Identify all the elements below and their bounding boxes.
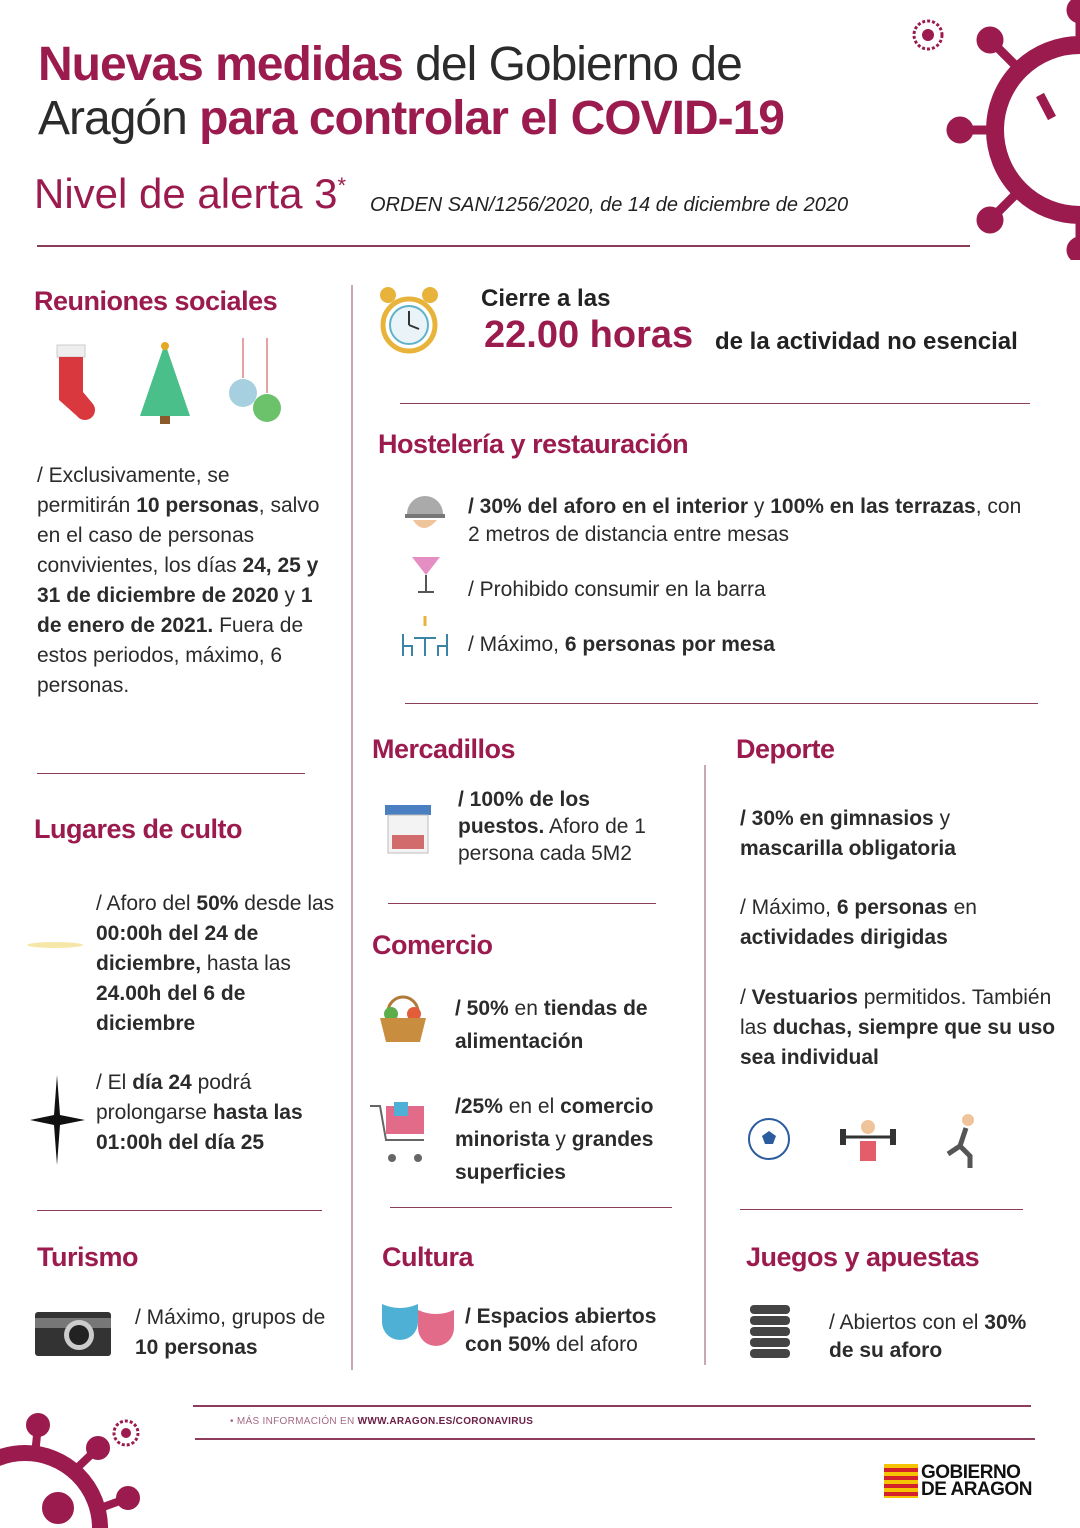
star-icon bbox=[30, 1075, 85, 1165]
text-segment: del aforo bbox=[550, 1333, 638, 1356]
divider bbox=[740, 1209, 1023, 1210]
culto-text-1 bbox=[96, 889, 346, 1039]
logo-line-2: DE ARAGON bbox=[921, 1479, 1032, 1500]
text-segment: / Aforo del bbox=[96, 892, 197, 915]
alarm-clock-icon bbox=[378, 283, 440, 359]
text-segment: en bbox=[947, 896, 977, 919]
emphasis-text: 1 de enero de 2021. bbox=[37, 584, 313, 637]
emphasis-text: Nuevas medidas bbox=[38, 38, 403, 91]
section-title-turismo: Turismo bbox=[37, 1242, 139, 1272]
emphasis-text: día 24 bbox=[132, 1071, 192, 1094]
alert-level bbox=[34, 170, 346, 218]
small-virus-bottom-icon bbox=[108, 1415, 144, 1451]
emphasis-text: 00:00h del 24 de diciembre, bbox=[96, 922, 259, 975]
soccer-ball-icon bbox=[747, 1117, 791, 1161]
cocktail-icon bbox=[410, 553, 442, 595]
text-segment: podrá prolongarse bbox=[96, 1071, 252, 1124]
column-divider bbox=[704, 765, 706, 1365]
text-segment: / El bbox=[96, 1071, 133, 1094]
closing-label: Cierre a las bbox=[481, 285, 611, 312]
food-cloche-icon bbox=[403, 490, 447, 540]
emphasis-text: para controlar el COVID-19 bbox=[199, 92, 784, 145]
deporte-text-3 bbox=[740, 983, 1060, 1073]
text-segment: / Máximo, grupos de bbox=[135, 1306, 326, 1329]
emphasis-text: / 30% en gimnasios bbox=[740, 807, 934, 830]
comercio-text-2 bbox=[455, 1090, 705, 1189]
camera-icon bbox=[35, 1308, 111, 1356]
theater-masks-icon bbox=[380, 1300, 458, 1352]
divider bbox=[37, 773, 305, 774]
deporte-text-1 bbox=[740, 804, 1040, 864]
emphasis-text: mascarilla obligatoria bbox=[740, 837, 956, 860]
section-title-juegos: Juegos y apuestas bbox=[746, 1242, 980, 1272]
emphasis-text: / 100% de los puestos. bbox=[458, 788, 590, 838]
text-segment: hasta las bbox=[201, 952, 291, 975]
section-title-reuniones: Reuniones sociales bbox=[34, 286, 278, 316]
footer-link[interactable]: WWW.ARAGON.ES/CORONAVIRUS bbox=[357, 1416, 534, 1427]
emphasis-text: comercio minorista bbox=[455, 1095, 654, 1151]
section-title-cultura: Cultura bbox=[382, 1242, 473, 1272]
stocking-icon bbox=[45, 340, 100, 425]
candle-light-icon bbox=[25, 920, 85, 970]
text-segment: / Máximo, bbox=[468, 633, 565, 656]
hosteleria-item-3 bbox=[468, 630, 775, 660]
emphasis-text: /25% bbox=[455, 1095, 503, 1118]
emphasis-text: 24.00h del 6 de diciembre bbox=[96, 982, 246, 1035]
section-title-deporte: Deporte bbox=[736, 734, 835, 764]
culto-text-2 bbox=[96, 1068, 336, 1158]
divider bbox=[193, 1405, 1031, 1407]
text-segment: y bbox=[933, 807, 951, 830]
emphasis-text: / 50% bbox=[455, 997, 509, 1020]
emphasis-text: actividades dirigidas bbox=[740, 926, 948, 949]
title-line-2 bbox=[38, 92, 784, 146]
runner-icon bbox=[942, 1112, 982, 1170]
poker-chips-icon bbox=[748, 1303, 792, 1358]
text-segment: en el bbox=[502, 1095, 561, 1118]
emphasis-text: Vestuarios bbox=[751, 986, 858, 1009]
alert-level-text: Nivel de alerta 3 bbox=[34, 170, 338, 217]
divider bbox=[390, 1207, 672, 1208]
text-segment: , salvo en el caso de personas convivientes, los días bbox=[37, 494, 320, 577]
text-segment: y bbox=[278, 584, 301, 607]
emphasis-text: 50% bbox=[196, 892, 239, 915]
emphasis-text: 30% de su aforo bbox=[829, 1311, 1027, 1362]
cultura-text bbox=[465, 1303, 695, 1359]
divider bbox=[405, 703, 1038, 704]
ornaments-icon bbox=[225, 338, 285, 428]
section-title-comercio: Comercio bbox=[372, 930, 493, 960]
deporte-text-2 bbox=[740, 893, 1040, 953]
christmas-tree-icon bbox=[135, 338, 195, 428]
divider bbox=[37, 245, 970, 247]
title-line-1 bbox=[38, 38, 784, 92]
emphasis-text: 6 personas por mesa bbox=[564, 633, 775, 656]
text-segment: , con 2 metros de distancia entre mesas bbox=[468, 495, 1022, 546]
closing-time: 22.00 horas bbox=[484, 314, 694, 356]
divider bbox=[195, 1438, 1035, 1440]
text-segment: en bbox=[508, 997, 544, 1020]
market-stall-icon bbox=[383, 803, 433, 855]
emphasis-text: 24, 25 y 31 de diciembre de 2020 bbox=[37, 554, 319, 607]
footer-info bbox=[230, 1416, 533, 1427]
turismo-text bbox=[135, 1303, 335, 1363]
footer-info-label: • MÁS INFORMACIÓN EN bbox=[230, 1416, 358, 1427]
shopping-cart-icon bbox=[368, 1100, 434, 1166]
hosteleria-item-1 bbox=[468, 493, 1038, 549]
gobierno-aragon-logo bbox=[884, 1464, 1032, 1498]
emphasis-text: 100% en las terrazas bbox=[770, 495, 976, 518]
emphasis-text: duchas, siempre que su uso sea individual bbox=[740, 1016, 1056, 1069]
hosteleria-item-2 bbox=[468, 575, 766, 605]
emphasis-text: tiendas de alimentación bbox=[455, 997, 648, 1053]
column-divider bbox=[351, 285, 353, 1370]
emphasis-text: / Espacios abiertos con 50% bbox=[465, 1305, 657, 1356]
emphasis-text: grandes superficies bbox=[455, 1128, 654, 1184]
text-segment: / Abiertos con el bbox=[829, 1311, 985, 1334]
section-title-mercadillos: Mercadillos bbox=[372, 734, 516, 764]
text-segment: / Exclusivamente, se permitirán bbox=[37, 464, 230, 517]
alert-level-asterisk: * bbox=[337, 173, 347, 198]
logo-line-1: GOBIERNO bbox=[921, 1462, 1021, 1483]
text-segment: del Gobierno de bbox=[402, 38, 742, 91]
text-segment: permitidos. También las bbox=[740, 986, 1052, 1039]
section-title-culto: Lugares de culto bbox=[34, 814, 243, 844]
emphasis-text: 10 personas bbox=[136, 494, 259, 517]
small-virus-icon bbox=[905, 12, 951, 58]
aragon-flag-icon bbox=[884, 1464, 918, 1498]
grocery-basket-icon bbox=[376, 992, 430, 1046]
reuniones-text bbox=[37, 461, 322, 701]
text-segment: Aforo de 1 persona cada 5M2 bbox=[458, 815, 646, 865]
text-segment: / Prohibido consumir en la barra bbox=[468, 578, 766, 601]
text-segment: / bbox=[740, 986, 752, 1009]
divider bbox=[37, 1210, 322, 1211]
comercio-text-1 bbox=[455, 992, 695, 1058]
text-segment: desde las bbox=[238, 892, 335, 915]
weightlifting-icon bbox=[838, 1115, 898, 1165]
mercadillos-text bbox=[458, 786, 673, 867]
divider bbox=[388, 903, 656, 904]
text-segment: Aragón bbox=[38, 92, 200, 145]
text-segment: / Máximo, bbox=[740, 896, 837, 919]
text-segment: y bbox=[549, 1128, 572, 1151]
emphasis-text: 6 personas bbox=[836, 896, 948, 919]
text-segment: Fuera de estos periodos, máximo, 6 personas. bbox=[37, 614, 304, 697]
emphasis-text: / 30% del aforo en el interior bbox=[468, 495, 749, 518]
emphasis-text: hasta las 01:00h del día 25 bbox=[96, 1101, 303, 1154]
order-reference: ORDEN SAN/1256/2020, de 14 de diciembre de 2020 bbox=[370, 194, 849, 216]
juegos-text bbox=[829, 1309, 1029, 1365]
text-segment: y bbox=[748, 495, 771, 518]
virus-decoration-icon bbox=[940, 0, 1080, 260]
page-title bbox=[38, 38, 784, 146]
divider bbox=[400, 403, 1030, 404]
section-title-hosteleria: Hostelería y restauración bbox=[378, 429, 689, 459]
emphasis-text: 10 personas bbox=[135, 1336, 258, 1359]
table-chairs-icon bbox=[400, 612, 450, 658]
closing-description: de la actividad no esencial bbox=[715, 328, 1018, 355]
